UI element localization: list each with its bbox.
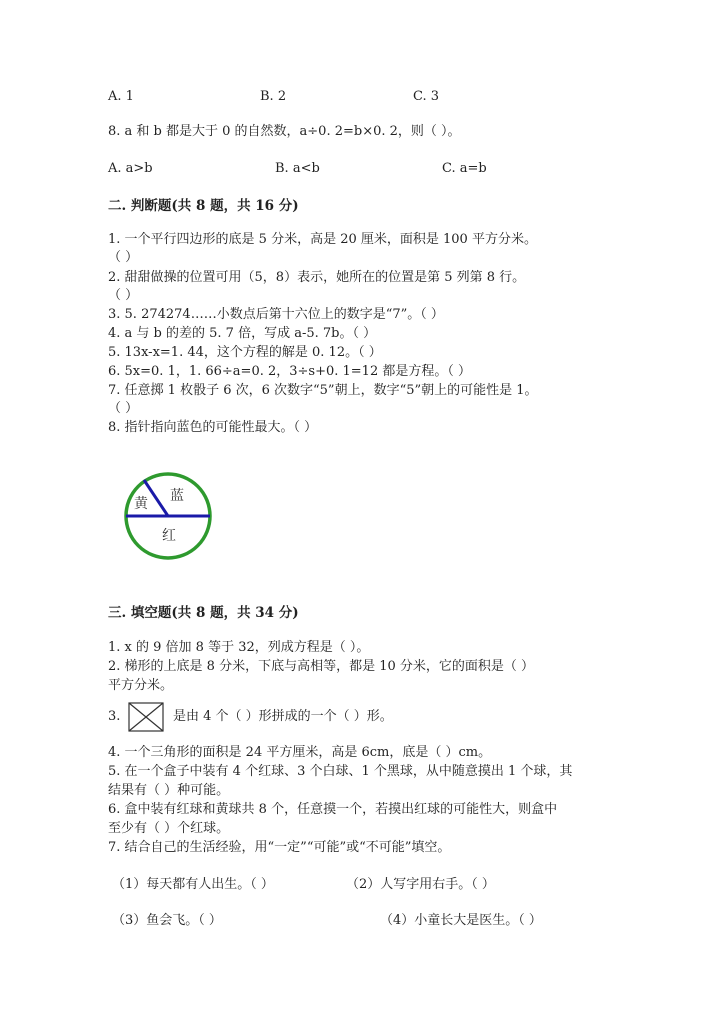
square-figure — [128, 702, 164, 732]
spinner-label-red: 红 — [162, 528, 176, 544]
judge-item-5: 5. 13x-x=1. 44，这个方程的解是 0. 12。（ ） — [108, 345, 382, 360]
judge-item-4: 4. a 与 b 的差的 5. 7 倍，写成 a-5. 7b。（ ） — [108, 326, 377, 341]
section3-heading: 三. 填空题(共 8 题，共 34 分) — [108, 605, 299, 621]
judge-item-3: 3. 5. 274274……小数点后第十六位上的数字是“7”。（ ） — [108, 307, 444, 322]
q7-option-c: C. 3 — [413, 89, 440, 104]
fill-q3-text: 是由 4 个（ ）形拼成的一个（ ）形。 — [173, 709, 393, 724]
q8-option-a: A. a>b — [108, 161, 153, 176]
judge-item-7: 7. 任意掷 1 枚骰子 6 次，6 次数字“5”朝上，数字“5”朝上的可能性是 1。 — [108, 383, 538, 398]
fill-q2-line2: 平方分米。 — [108, 678, 174, 693]
q8-text: 8. a 和 b 都是大于 0 的自然数，a÷0. 2=b×0. 2，则（ ）。 — [108, 124, 461, 139]
fill-q1: 1. x 的 9 倍加 8 等于 32，列成方程是（ ）。 — [108, 640, 370, 655]
spinner-label-blue: 蓝 — [170, 488, 184, 504]
q7-option-b: B. 2 — [260, 89, 287, 104]
fill-q7-sub3: （3）鱼会飞。（ ） — [112, 913, 222, 928]
fill-q2-line1: 2. 梯形的上底是 8 分米，下底与高相等，都是 10 分米，它的面积是（ ） — [108, 659, 535, 674]
fill-q7-sub4: （4）小童长大是医生。（ ） — [380, 913, 542, 928]
judge-blank-2: （ ） — [108, 288, 139, 303]
judge-item-2: 2. 甜甜做操的位置可用（5，8）表示，她所在的位置是第 5 列第 8 行。 — [108, 270, 526, 285]
q7-option-a: A. 1 — [108, 89, 134, 104]
fill-q6-line1: 6. 盒中装有红球和黄球共 8 个，任意摸一个，若摸出红球的可能性大，则盒中 — [108, 802, 558, 817]
q8-option-b: B. a<b — [275, 161, 320, 176]
spinner-label-yellow: 黄 — [134, 496, 148, 512]
fill-q7-sub1: （1）每天都有人出生。（ ） — [112, 877, 274, 892]
q8-option-c: C. a=b — [442, 161, 487, 176]
spinner-figure — [122, 472, 218, 562]
judge-blank-7: （ ） — [108, 401, 139, 416]
fill-q6-line2: 至少有（ ）个红球。 — [108, 821, 230, 836]
fill-q5-line1: 5. 在一个盒子中装有 4 个红球、3 个白球、1 个黑球，从中随意摸出 1 个球，其 — [108, 764, 573, 779]
judge-item-1: 1. 一个平行四边形的底是 5 分米，高是 20 厘米，面积是 100 平方分米。 — [108, 232, 537, 247]
judge-blank-1: （ ） — [108, 250, 139, 265]
fill-q4: 4. 一个三角形的面积是 24 平方厘米，高是 6cm，底是（ ）cm。 — [108, 745, 492, 760]
section2-heading: 二. 判断题(共 8 题，共 16 分) — [108, 198, 299, 214]
fill-q7-sub2: （2）人写字用右手。（ ） — [346, 877, 495, 892]
fill-q3-number: 3. — [108, 709, 121, 724]
judge-item-8: 8. 指针指向蓝色的可能性最大。（ ） — [108, 420, 318, 435]
fill-q7: 7. 结合自己的生活经验，用“一定”“可能”或“不可能”填空。 — [108, 840, 451, 855]
judge-item-6: 6. 5x=0. 1，1. 66÷a=0. 2，3÷s+0. 1=12 都是方程。（ ） — [108, 364, 471, 379]
fill-q5-line2: 结果有（ ）种可能。 — [108, 783, 230, 798]
